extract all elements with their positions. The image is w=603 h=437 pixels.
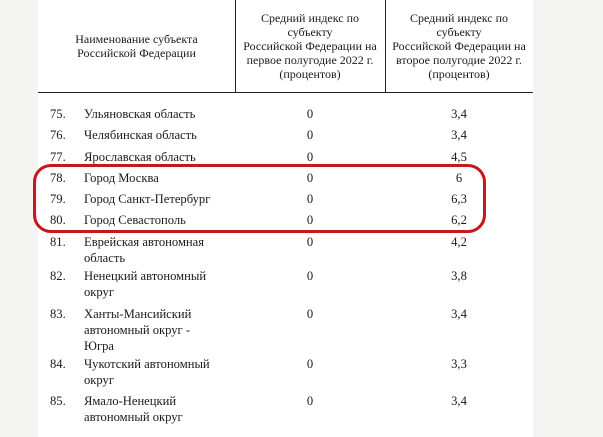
second-half-index: 6,2 — [451, 213, 467, 227]
row-number: 83. — [50, 307, 66, 321]
region-name: Ярославская область — [84, 150, 196, 164]
row-number: 80. — [50, 213, 66, 227]
column-header-name: Наименование субъекта Российской Федерации — [75, 32, 198, 60]
first-half-index: 0 — [306, 357, 314, 371]
region-name: Ямало-Ненецкий автономный округ — [84, 394, 183, 424]
column-header-second-half: Средний индекс по субъекту Российской Федерации на второе полугодие 2022 г. (процентов) — [392, 11, 526, 81]
region-name: Город Москва — [84, 171, 159, 185]
first-half-index: 0 — [306, 150, 314, 164]
first-half-index: 0 — [306, 128, 314, 142]
second-half-index: 6 — [455, 171, 463, 185]
column-header-first-half: Средний индекс по субъекту Российской Федерации на первое полугодие 2022 г. (процентов) — [243, 11, 377, 81]
first-half-index: 0 — [306, 107, 314, 121]
region-name: Ханты-Мансийский автономный округ - Югра — [84, 307, 192, 353]
first-half-index: 0 — [306, 394, 314, 408]
row-number: 81. — [50, 235, 66, 249]
second-half-index: 3,4 — [451, 307, 467, 321]
row-number: 85. — [50, 394, 66, 408]
row-number: 84. — [50, 357, 66, 371]
region-name: Чукотский автономный округ — [84, 357, 210, 387]
second-half-index: 3,4 — [451, 107, 467, 121]
region-name: Ульяновская область — [84, 107, 196, 121]
second-half-index: 3,3 — [451, 357, 467, 371]
row-number: 77. — [50, 150, 66, 164]
row-number: 75. — [50, 107, 66, 121]
header-bottom-rule — [38, 92, 533, 93]
highlight-outline — [33, 164, 486, 233]
second-half-index: 4,2 — [451, 235, 467, 249]
second-half-index: 3,4 — [451, 128, 467, 142]
second-half-index: 4,5 — [451, 150, 467, 164]
row-number: 82. — [50, 269, 66, 283]
row-number: 78. — [50, 171, 66, 185]
first-half-index: 0 — [306, 171, 314, 185]
second-half-index: 6,3 — [451, 192, 467, 206]
first-half-index: 0 — [306, 213, 314, 227]
second-half-index: 3,4 — [451, 394, 467, 408]
row-number: 79. — [50, 192, 66, 206]
row-number: 76. — [50, 128, 66, 142]
region-name: Ненецкий автономный округ — [84, 269, 207, 299]
first-half-index: 0 — [306, 192, 314, 206]
region-name: Челябинская область — [84, 128, 197, 142]
first-half-index: 0 — [306, 269, 314, 283]
region-name: Город Севастополь — [84, 213, 186, 227]
region-name: Еврейская автономная область — [84, 235, 205, 265]
first-half-index: 0 — [306, 307, 314, 321]
region-name: Город Санкт-Петербург — [84, 192, 211, 206]
first-half-index: 0 — [306, 235, 314, 249]
second-half-index: 3,8 — [451, 269, 467, 283]
